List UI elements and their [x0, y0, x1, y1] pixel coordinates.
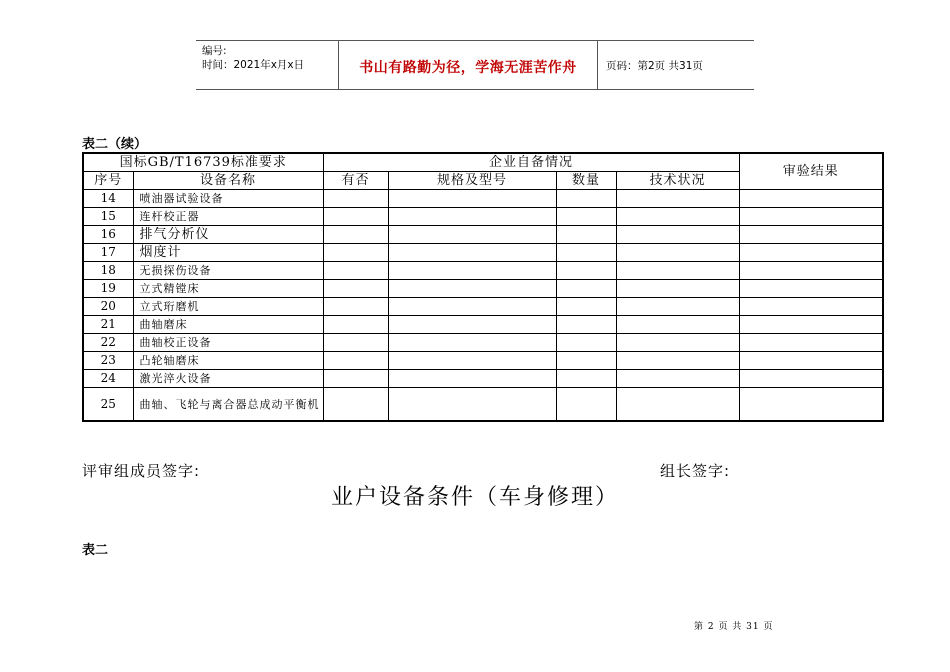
equipment-name: 曲轴校正设备 — [133, 334, 323, 352]
tech-cell — [616, 352, 739, 370]
have-cell — [323, 244, 388, 262]
table-row — [83, 280, 883, 298]
col-no-header: 序号 — [83, 172, 133, 190]
review-cell — [739, 262, 883, 280]
qty-cell — [556, 352, 616, 370]
have-cell — [323, 190, 388, 208]
row-number: 21 — [83, 316, 133, 334]
review-cell — [739, 280, 883, 298]
header-slogan-cell — [338, 41, 598, 89]
qty-cell — [556, 208, 616, 226]
equipment-name: 连杆校正器 — [133, 208, 323, 226]
equipment-name: 激光淬火设备 — [133, 370, 323, 388]
tech-cell — [616, 280, 739, 298]
col-qty-header: 数量 — [556, 172, 616, 190]
equipment-name: 排气分析仪 — [133, 226, 323, 244]
row-number: 22 — [83, 334, 133, 352]
spec-cell — [388, 190, 556, 208]
table-row — [83, 226, 883, 244]
page-footer: 第 2 页 共 31 页 — [694, 622, 774, 632]
equipment-name: 曲轴磨床 — [133, 316, 323, 334]
tech-cell — [616, 316, 739, 334]
col-tech-header: 技术状况 — [616, 172, 739, 190]
tech-cell — [616, 370, 739, 388]
tech-cell — [616, 388, 739, 422]
spec-cell — [388, 208, 556, 226]
row-number: 23 — [83, 352, 133, 370]
qty-cell — [556, 388, 616, 422]
row-number: 16 — [83, 226, 133, 244]
spec-cell — [388, 244, 556, 262]
review-cell — [739, 298, 883, 316]
qty-cell — [556, 244, 616, 262]
page-info: 页码：第2页 共31页 — [606, 60, 703, 72]
qty-cell — [556, 370, 616, 388]
spec-cell — [388, 316, 556, 334]
tech-cell — [616, 226, 739, 244]
spec-cell — [388, 262, 556, 280]
number-label: 编号: — [202, 45, 227, 57]
equipment-name: 烟度计 — [133, 244, 323, 262]
have-cell — [323, 334, 388, 352]
col-spec-header: 规格及型号 — [388, 172, 556, 190]
equipment-name: 喷油器试验设备 — [133, 190, 323, 208]
row-number: 20 — [83, 298, 133, 316]
spec-cell — [388, 298, 556, 316]
table-row — [83, 334, 883, 352]
have-cell — [323, 316, 388, 334]
tech-cell — [616, 262, 739, 280]
qty-cell — [556, 280, 616, 298]
tech-cell — [616, 298, 739, 316]
spec-cell — [388, 280, 556, 298]
row-number: 17 — [83, 244, 133, 262]
equipment-table — [82, 152, 884, 422]
row-number: 24 — [83, 370, 133, 388]
table-row — [83, 388, 883, 422]
row-number: 14 — [83, 190, 133, 208]
header-meta — [196, 41, 338, 89]
table-row — [83, 262, 883, 280]
leader-signature-label: 组长签字: — [660, 462, 731, 480]
group-enterprise-header: 企业自备情况 — [323, 153, 739, 172]
have-cell — [323, 226, 388, 244]
spec-cell — [388, 352, 556, 370]
have-cell — [323, 388, 388, 422]
equipment-name: 立式珩磨机 — [133, 298, 323, 316]
review-cell — [739, 226, 883, 244]
review-cell — [739, 352, 883, 370]
review-cell — [739, 388, 883, 422]
have-cell — [323, 370, 388, 388]
tech-cell — [616, 208, 739, 226]
members-signature-label: 评审组成员签字: — [82, 462, 201, 480]
table-body — [83, 190, 883, 422]
tech-cell — [616, 190, 739, 208]
row-number: 15 — [83, 208, 133, 226]
have-cell — [323, 262, 388, 280]
header-page-cell — [598, 41, 754, 89]
row-number: 25 — [83, 388, 133, 422]
equipment-name: 凸轮轴磨床 — [133, 352, 323, 370]
have-cell — [323, 280, 388, 298]
review-cell — [739, 370, 883, 388]
section-title: 业户设备条件（车身修理） — [330, 485, 619, 510]
equipment-name: 曲轴、飞轮与离合器总成动平衡机 — [133, 388, 323, 422]
table-row — [83, 370, 883, 388]
review-cell — [739, 190, 883, 208]
review-result-header: 审验结果 — [739, 153, 883, 190]
table-row — [83, 316, 883, 334]
spec-cell — [388, 370, 556, 388]
review-cell — [739, 244, 883, 262]
section-caption: 表二 — [82, 543, 109, 558]
col-have-header: 有否 — [323, 172, 388, 190]
qty-cell — [556, 334, 616, 352]
table-row — [83, 244, 883, 262]
spec-cell — [388, 388, 556, 422]
qty-cell — [556, 298, 616, 316]
qty-cell — [556, 226, 616, 244]
qty-cell — [556, 316, 616, 334]
page-header — [196, 40, 754, 90]
table-row — [83, 190, 883, 208]
qty-cell — [556, 262, 616, 280]
col-name-header: 设备名称 — [133, 172, 323, 190]
have-cell — [323, 352, 388, 370]
group-standard-header: 国标GB/T16739标准要求 — [83, 153, 323, 172]
table-row — [83, 208, 883, 226]
equipment-name: 无损探伤设备 — [133, 262, 323, 280]
slogan: 书山有路勤为径，学海无涯苦作舟 — [359, 60, 577, 76]
review-cell — [739, 208, 883, 226]
row-number: 18 — [83, 262, 133, 280]
have-cell — [323, 208, 388, 226]
tech-cell — [616, 244, 739, 262]
equipment-name: 立式精镗床 — [133, 280, 323, 298]
time-label: 时间：2021年x月x日 — [202, 59, 305, 71]
review-cell — [739, 316, 883, 334]
have-cell — [323, 298, 388, 316]
review-cell — [739, 334, 883, 352]
table-row — [83, 298, 883, 316]
qty-cell — [556, 190, 616, 208]
spec-cell — [388, 334, 556, 352]
tech-cell — [616, 334, 739, 352]
table-caption: 表二（续） — [82, 137, 148, 152]
spec-cell — [388, 226, 556, 244]
row-number: 19 — [83, 280, 133, 298]
table-row — [83, 352, 883, 370]
